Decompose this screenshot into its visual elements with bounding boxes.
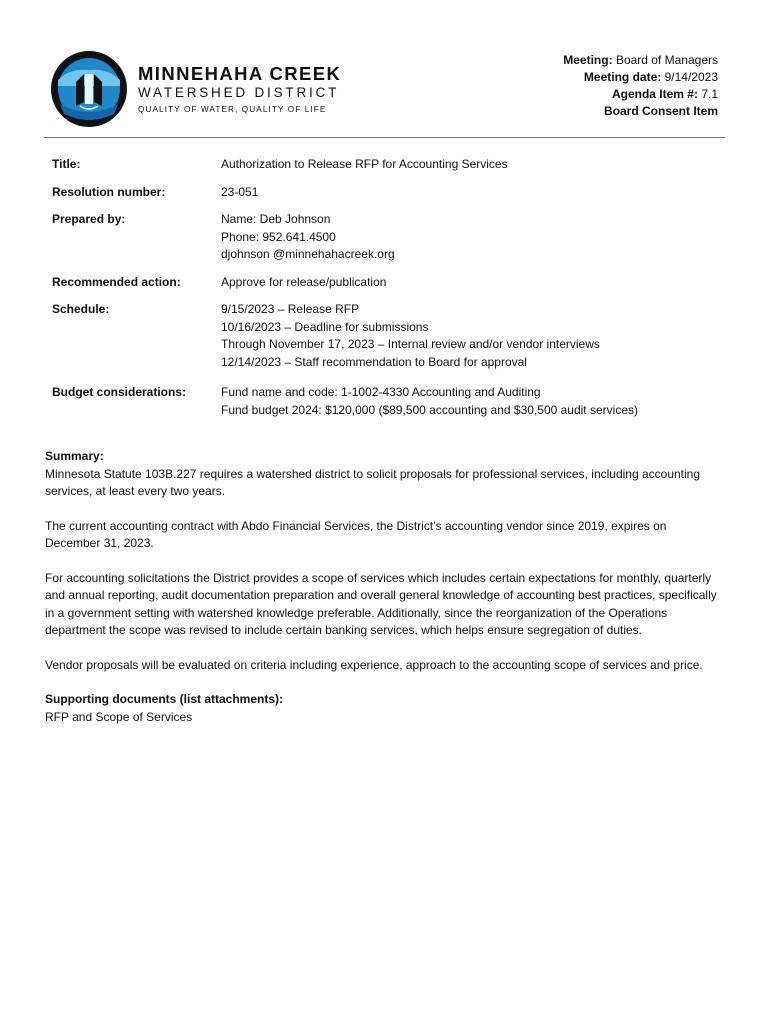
meeting-value: Board of Managers — [615, 53, 718, 67]
supporting-documents-heading: Supporting documents (list attachments): — [45, 692, 284, 706]
item-fields — [52, 156, 732, 429]
meeting-date-label: Meeting date: — [583, 70, 662, 84]
watershed-logo-icon — [50, 50, 128, 128]
meeting-label: Meeting: — [563, 53, 613, 67]
field-value — [221, 211, 732, 264]
field-value — [221, 301, 732, 371]
preparer-name: Name: Deb Johnson — [221, 212, 331, 226]
agenda-item-row — [563, 86, 718, 103]
summary-paragraph: Minnesota Statute 103B.227 requires a watershed district to solicit proposals for professional services, including accounting services, at least every two years. — [45, 466, 701, 498]
consent-item-label: Board Consent Item — [603, 104, 718, 118]
org-subtitle: WATERSHED DISTRICT — [138, 85, 340, 100]
field-budget-considerations — [52, 384, 732, 419]
summary-paragraph: Vendor proposals will be evaluated on criteria including experience, approach to the accounting scope of services and price. — [45, 657, 703, 672]
consent-item-row — [563, 103, 718, 120]
field-prepared-by — [52, 211, 732, 264]
field-label: Prepared by: — [52, 212, 126, 226]
schedule-line: 9/15/2023 – Release RFP — [221, 302, 360, 316]
field-label: Resolution number: — [52, 184, 166, 199]
field-resolution-number — [52, 184, 732, 202]
field-value: 23-051 — [221, 184, 259, 199]
org-tagline: QUALITY OF WATER, QUALITY OF LIFE — [138, 105, 327, 114]
preparer-phone: Phone: 952.641.4500 — [221, 229, 336, 244]
header-divider — [44, 137, 725, 138]
field-label: Budget considerations: — [52, 385, 187, 399]
org-name: MINNEHAHA CREEK — [138, 63, 342, 84]
budget-line: Fund budget 2024: $120,000 ($89,500 accounting and $30,500 audit services) — [221, 402, 638, 417]
budget-line: Fund name and code: 1-1002-4330 Accounting and Auditing — [221, 385, 541, 399]
field-recommended-action — [52, 274, 732, 292]
field-label: Title: — [52, 157, 81, 171]
field-value — [221, 384, 732, 419]
preparer-email: djohnson @minnehahacreek.org — [221, 247, 395, 261]
field-title — [52, 156, 732, 174]
summary-paragraph: For accounting solicitations the District provides a scope of services which includes certain expectations for monthly, quarterly and annual reporting, audit documentation preparation and overall general knowledge of accounting best practices, specifically in a government setting with watershed knowledge preferable. Additionally, since the reorganization of the Operations department the scope was revised to include certain banking services, which helps ensure segregation of duties. — [45, 570, 717, 637]
meeting-row — [563, 52, 718, 69]
document-header — [0, 0, 770, 140]
summary-paragraph: The current accounting contract with Abdo Financial Services, the District’s accounting vendor since 2019, expires on December 31, 2023. — [45, 518, 667, 550]
schedule-line: 12/14/2023 – Staff recommendation to Board for approval — [221, 354, 527, 369]
field-value: Approve for release/publication — [221, 274, 387, 289]
field-value: Authorization to Release RFP for Accounting Services — [221, 157, 508, 171]
field-schedule — [52, 301, 732, 371]
meeting-info — [563, 52, 718, 120]
schedule-line: 10/16/2023 – Deadline for submissions — [221, 319, 429, 334]
agenda-item-value: 7.1 — [701, 87, 718, 101]
meeting-date-row — [563, 69, 718, 86]
field-label: Schedule: — [52, 302, 110, 316]
meeting-date-value: 9/14/2023 — [664, 70, 718, 84]
agenda-item-label: Agenda Item #: — [611, 87, 698, 101]
summary-heading: Summary: — [45, 449, 104, 463]
supporting-documents-value: RFP and Scope of Services — [45, 709, 193, 724]
field-label: Recommended action: — [52, 274, 181, 289]
schedule-line: Through November 17, 2023 – Internal review and/or vendor interviews — [221, 337, 600, 351]
summary-section — [45, 448, 725, 726]
